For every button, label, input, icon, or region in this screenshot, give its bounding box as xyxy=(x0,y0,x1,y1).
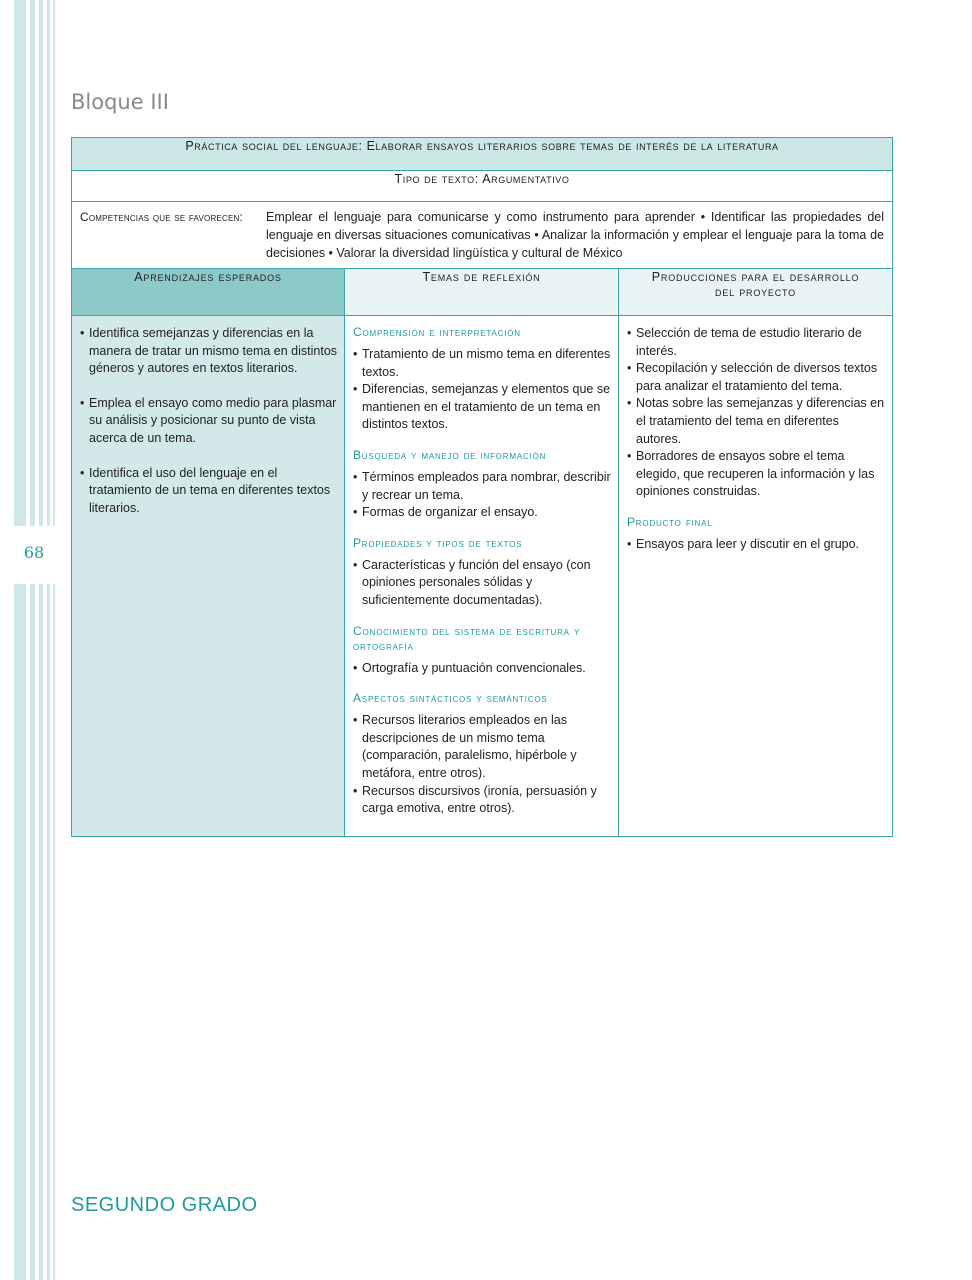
page-number: 68 xyxy=(23,543,45,562)
list-item: • Formas de organizar el ensayo. xyxy=(353,504,612,522)
section-title: Comprensión e interpretación xyxy=(353,325,521,339)
aprendizajes-list xyxy=(80,325,338,517)
list-item: • Identifica semejanzas y diferencias en la manera de tratar un mismo tema en distintos géneros y autores en textos literarios. xyxy=(80,325,338,378)
practica-social-header: Práctica social del lenguaje: Elaborar ensayos literarios sobre temas de interés de la literatura xyxy=(72,138,893,171)
list-item: • Recursos discursivos (ironía, persuasión y carga emotiva, entre otros). xyxy=(353,783,612,818)
col-header-aprendizajes: Aprendizajes esperados xyxy=(72,269,345,316)
list-item: • Ensayos para leer y discutir en el grupo. xyxy=(627,536,886,554)
list-item: • Identifica el uso del lenguaje en el tratamiento de un tema en diferentes textos literarios. xyxy=(80,465,338,518)
section-title: Búsqueda y manejo de información xyxy=(353,447,547,462)
list-item: • Notas sobre las semejanzas y diferencias en el tratamiento del tema en diferentes autores. xyxy=(627,395,886,448)
list-item: • Borradores de ensayos sobre el tema elegido, que recuperen la información y las opiniones construidas. xyxy=(627,448,886,501)
producciones-cell xyxy=(619,316,893,837)
list-item: • Diferencias, semejanzas y elementos que se mantienen en el tratamiento de un tema en distintos textos. xyxy=(353,381,612,434)
section-title: Propiedades y tipos de textos xyxy=(353,535,523,550)
competencias-label: Competencias que se favorecen: xyxy=(80,210,243,224)
col-header-producciones-line2: del proyecto xyxy=(715,285,796,299)
col-header-temas: Temas de reflexión xyxy=(345,269,619,316)
decorative-side-stripes xyxy=(0,0,60,1280)
competencias-text: Emplear el lenguaje para comunicarse y como instrumento para aprender • Identificar las propiedades del lenguaje en diversas situaciones comunicativas • Analizar la información y emplear el lenguaje para la toma de decisiones • Valorar la diversidad lingüística y cultural de México xyxy=(266,210,885,260)
aprendizajes-cell xyxy=(72,316,345,837)
curriculum-table xyxy=(71,137,893,837)
col-header-producciones xyxy=(619,269,893,316)
list-item: • Recursos literarios empleados en las descripciones de un mismo tema (comparación, paralelismo, hipérbole y metáfora, entre otros). xyxy=(353,712,612,782)
section-title: Aspectos sintácticos y semánticos xyxy=(353,691,548,706)
section-title: Producto final xyxy=(627,514,713,529)
list-item: • Términos empleados para nombrar, describir y recrear un tema. xyxy=(353,469,612,504)
list-item: • Selección de tema de estudio literario de interés. xyxy=(627,325,886,360)
list-item: • Tratamiento de un mismo tema en diferentes textos. xyxy=(353,346,612,381)
list-item: • Emplea el ensayo como medio para plasmar su análisis y posicionar su punto de vista acerca de un tema. xyxy=(80,395,338,448)
competencias-cell xyxy=(72,202,893,269)
block-title: Bloque III xyxy=(71,90,169,114)
temas-cell xyxy=(345,316,619,837)
tipo-texto-header: Tipo de texto: Argumentativo xyxy=(72,171,893,202)
list-item: • Características y función del ensayo (con opiniones personales sólidas y suficientemente documentadas). xyxy=(353,557,612,610)
section-title: Conocimiento del sistema de escritura y ortografía xyxy=(353,623,581,653)
list-item: • Recopilación y selección de diversos textos para analizar el tratamiento del tema. xyxy=(627,360,886,395)
col-header-producciones-line1: Producciones para el desarrollo xyxy=(651,270,860,284)
list-item: • Ortografía y puntuación convencionales. xyxy=(353,660,612,678)
grade-footer: SEGUNDO GRADO xyxy=(71,1194,258,1216)
